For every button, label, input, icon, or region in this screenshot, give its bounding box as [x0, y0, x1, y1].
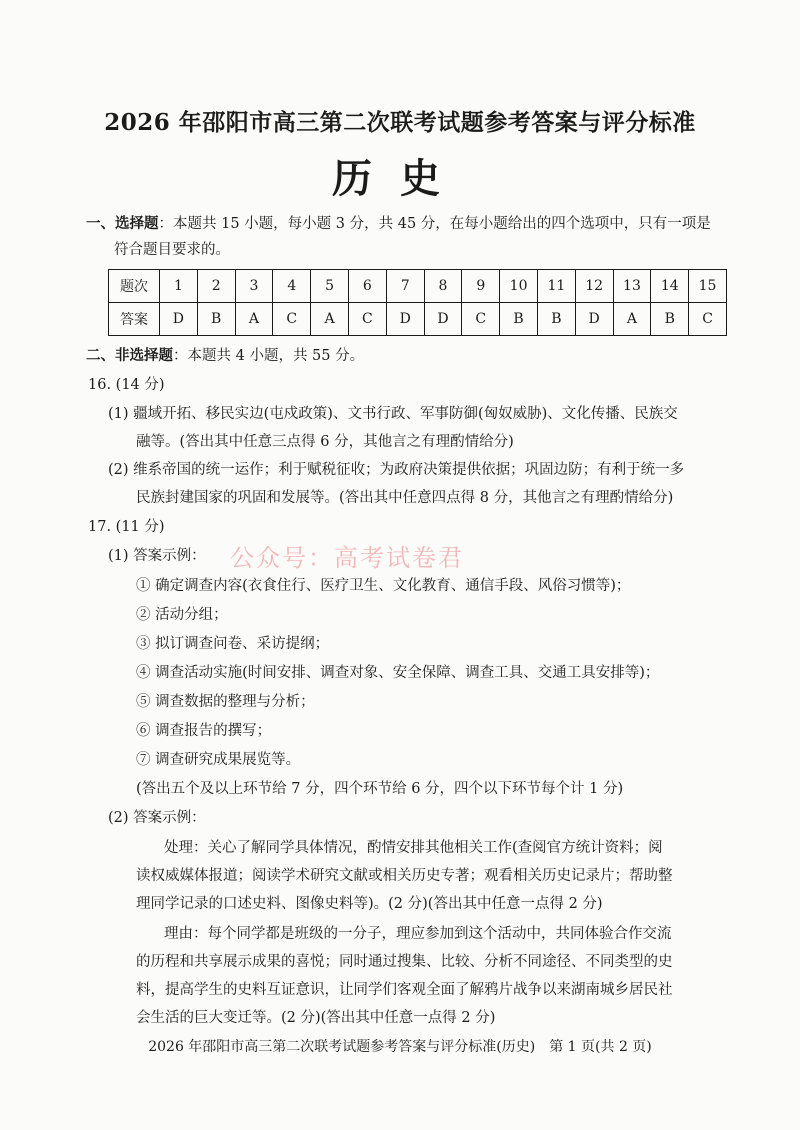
answer-cell: A: [613, 303, 651, 336]
q17-reason-line2: 的历程和共享展示成果的喜悦；同时通过搜集、比较、分析不同途径、不同类型的史: [136, 954, 673, 970]
question-number-cell: 9: [462, 270, 500, 303]
q17-label: 17. (11 分): [88, 519, 165, 535]
q17-step-1: ① 确定调查内容(衣食住行、医疗卫生、文化教育、通信手段、风俗习惯等)；: [136, 578, 631, 594]
answer-cell: B: [537, 303, 575, 336]
question-number-cell: 3: [235, 270, 273, 303]
section1-heading: 一、选择题: [86, 215, 159, 232]
answer-cell: C: [689, 303, 727, 336]
answer-cell: D: [386, 303, 424, 336]
section1-text: ：本题共 15 小题，每小题 3 分，共 45 分，在每小题给出的四个选项中，只有一项是: [158, 216, 711, 232]
answer-cell: D: [575, 303, 613, 336]
q16-part1-line1: (1) 疆域开拓、移民实边(屯戍政策)、文书行政、军事防御(匈奴威胁)、文化传播、民族交: [108, 406, 678, 422]
page-footer: 2026 年邵阳市高三第二次联考试题参考答案与评分标准(历史) 第 1 页(共 2 页): [148, 1039, 652, 1055]
row-label-question: 题次: [109, 270, 160, 303]
question-number-cell: 11: [537, 270, 575, 303]
answer-cell: B: [651, 303, 689, 336]
watermark: 公众号：高考试卷君: [230, 544, 464, 572]
q17-processing-line2: 读权威媒体报道；阅读学术研究文献或相关历史专著；观看相关历史记录片；帮助整: [136, 868, 673, 884]
answer-cell: B: [500, 303, 538, 336]
answer-cell: D: [160, 303, 198, 336]
answer-cell: D: [424, 303, 462, 336]
answer-cell: C: [348, 303, 386, 336]
question-number-cell: 6: [348, 270, 386, 303]
q17-reason-line1: 理由：每个同学都是班级的一分子，理应参加到这个活动中，共同体验合作交流: [164, 926, 672, 942]
row-label-answer: 答案: [109, 303, 160, 336]
q17-step-2: ② 活动分组；: [136, 607, 228, 623]
subject-title: 历史: [332, 155, 468, 202]
table-row-numbers: [109, 270, 727, 303]
question-number-cell: 2: [197, 270, 235, 303]
section1-intro: [86, 215, 711, 233]
q16-part1-line2: 融等。(答出其中任意三点得 6 分，其他言之有理酌情给分): [136, 434, 514, 450]
table-row-answers: [109, 303, 727, 336]
question-number-cell: 7: [386, 270, 424, 303]
q17-step-3: ③ 拟订调查问卷、采访提纲；: [136, 636, 330, 652]
question-number-cell: 13: [613, 270, 651, 303]
section2-intro: [86, 347, 364, 365]
question-number-cell: 15: [689, 270, 727, 303]
document-title: 2026 年邵阳市高三第二次联考试题参考答案与评分标准: [104, 109, 696, 136]
q16-part2-line2: 民族封建国家的巩固和发展等。(答出其中任意四点得 8 分，其他言之有理酌情给分): [136, 490, 674, 506]
question-number-cell: 5: [311, 270, 349, 303]
q17-part1-scoring: (答出五个及以上环节给 7 分，四个环节给 6 分，四个以下环节每个计 1 分): [136, 781, 624, 797]
q17-step-4: ④ 调查活动实施(时间安排、调查对象、安全保障、调查工具、交通工具安排等)；: [136, 665, 660, 681]
answer-cell: A: [235, 303, 273, 336]
q17-reason-line4: 会生活的巨大变迁等。(2 分)(答出其中任意一点得 2 分): [136, 1010, 496, 1026]
q17-part2-heading: (2) 答案示例：: [108, 810, 206, 826]
question-number-cell: 14: [651, 270, 689, 303]
section2-heading: 二、非选择题: [86, 347, 173, 364]
question-number-cell: 8: [424, 270, 462, 303]
q16-part2-line1: (2) 维系帝国的统一运作；利于赋税征收；为政府决策提供依据；巩固边防；有利于统一多: [108, 462, 685, 478]
answer-cell: C: [273, 303, 311, 336]
answer-table: [108, 269, 727, 336]
section1-text-cont: 符合题目要求的。: [114, 242, 230, 258]
question-number-cell: 10: [500, 270, 538, 303]
answer-cell: C: [462, 303, 500, 336]
q17-step-7: ⑦ 调查研究成果展览等。: [136, 752, 301, 768]
answer-cell: B: [197, 303, 235, 336]
q17-processing-line1: 处理：关心了解同学具体情况，酌情安排其他相关工作(查阅官方统计资料；阅: [164, 840, 663, 856]
q17-reason-line3: 料，提高学生的史料互证意识，让同学们客观全面了解鸦片战争以来湖南城乡居民社: [136, 982, 673, 998]
question-number-cell: 1: [160, 270, 198, 303]
q16-label: 16. (14 分): [88, 377, 165, 393]
q17-part1-heading: (1) 答案示例：: [108, 548, 206, 564]
question-number-cell: 4: [273, 270, 311, 303]
q17-step-5: ⑤ 调查数据的整理与分析；: [136, 694, 315, 710]
question-number-cell: 12: [575, 270, 613, 303]
answer-cell: A: [311, 303, 349, 336]
q17-step-6: ⑥ 调查报告的撰写；: [136, 723, 272, 739]
q17-processing-line3: 理同学记录的口述史料、图像史料等)。(2 分)(答出其中任意一点得 2 分): [136, 896, 603, 912]
section2-text: ：本题共 4 小题，共 55 分。: [173, 348, 365, 364]
